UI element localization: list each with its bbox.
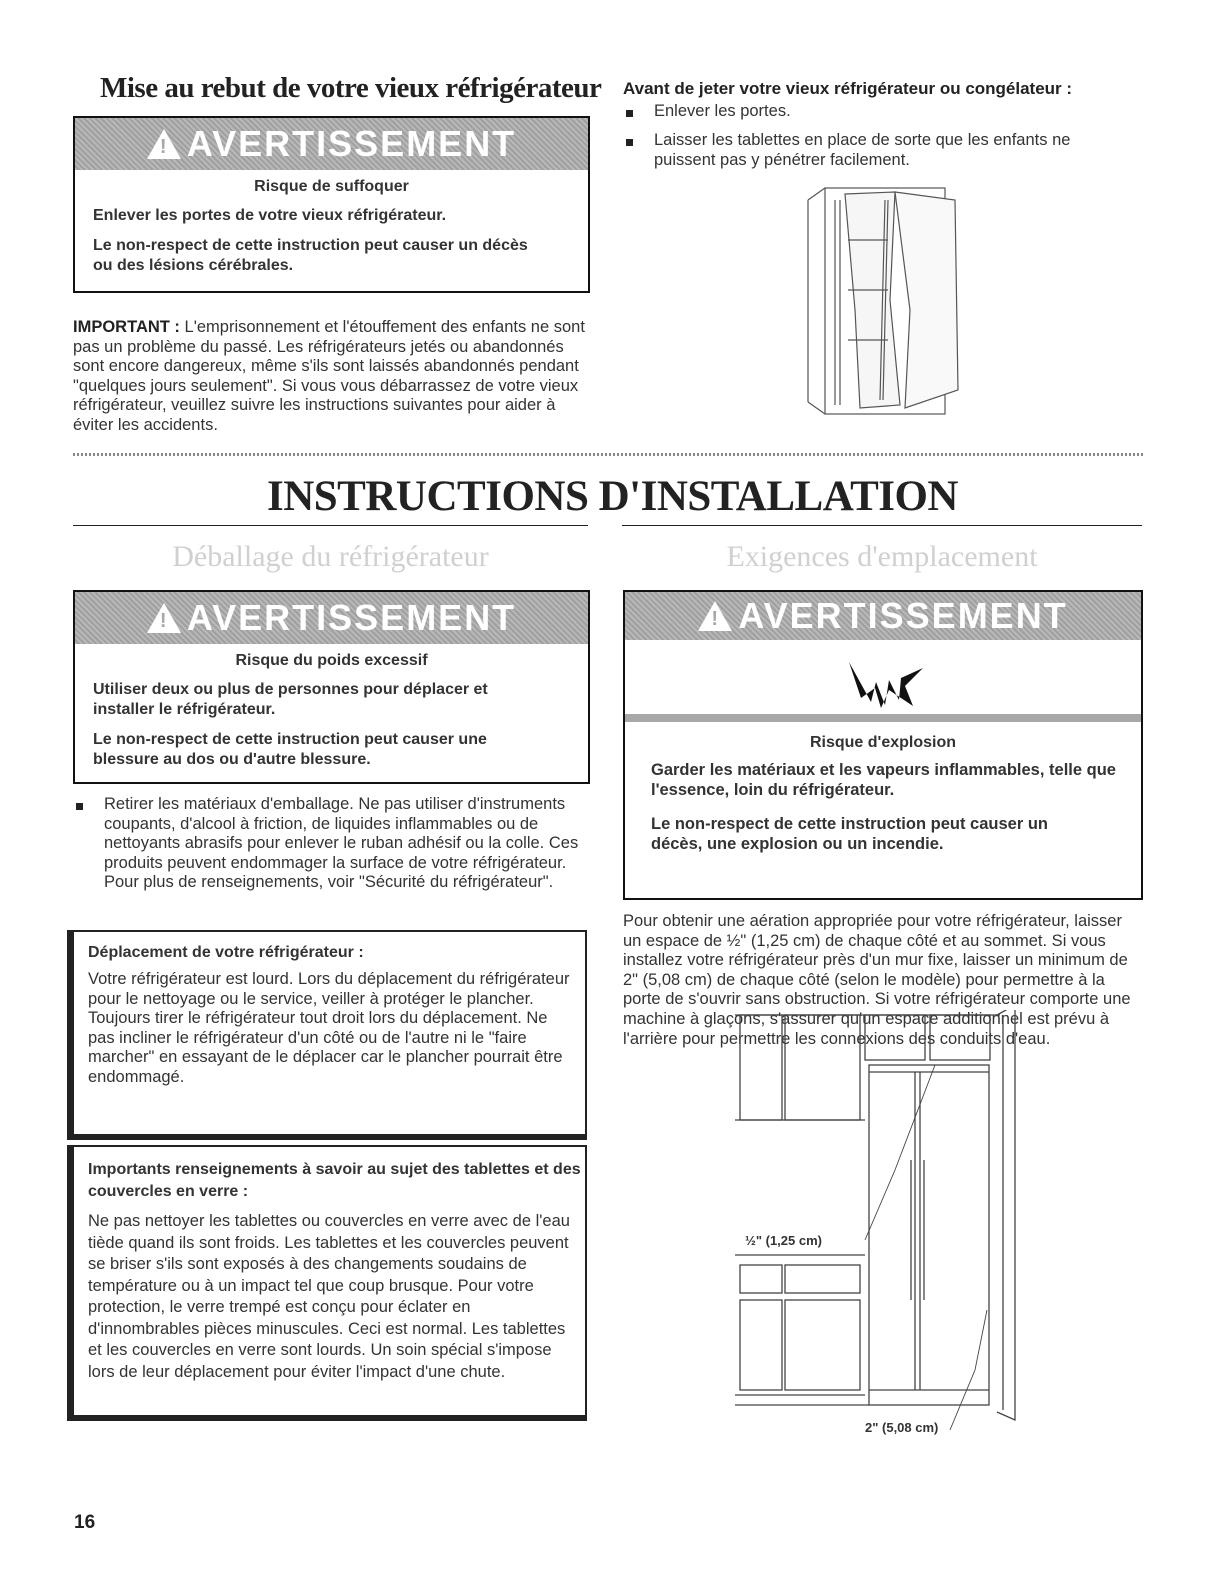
warning-banner-label: AVERTISSEMENT (738, 595, 1068, 636)
important-paragraph (73, 318, 593, 436)
warning-box-suffocation (73, 116, 590, 293)
right-heading-rule (622, 525, 1142, 526)
glass-info-text: Ne pas nettoyer les tablettes ou couvercles en verre avec de l'eau tiède quand ils sont froids. Les tablettes et les couvercles peuvent se briser s'ils sont exposés à des changements soudains de température ou à un impact tel que coup brusque. Pour votre protection, le verre trempé est conçu pour éclater en d'innombrables pièces minuscules. Ceci est normal. Les tablettes et les couvercles en verre sont lourds. Un soin spécial s'impose lors de leur déplacement pour éviter l'impact d'une chute. (88, 1212, 570, 1381)
warning-line-1: Enlever les portes de votre vieux réfrigérateur. (93, 207, 447, 224)
clearance-label-two-inch: 2" (5,08 cm) (865, 1420, 939, 1435)
warning-box-weight (73, 590, 590, 784)
warning-risk: Risque d'explosion (809, 734, 957, 751)
disposal-bullet-2: Laisser les tablettes en place de sorte que les enfants ne puissent pas y pénétrer facilement. (654, 131, 1071, 169)
warning-line-2: Le non-respect de cette instruction peut causer un décès, une explosion ou un incendie. (651, 815, 1048, 853)
warning-line-2: Le non-respect de cette instruction peut causer un décès ou des lésions cérébrales. (93, 237, 528, 274)
warning-triangle-icon (147, 603, 181, 633)
warning-line-1: Garder les matériaux et les vapeurs inflammables, telle que l'essence, loin du réfrigérateur. (651, 761, 1116, 799)
warning-banner-label: AVERTISSEMENT (186, 597, 517, 638)
warning-risk: Risque de suffoquer (254, 178, 409, 195)
page-title: INSTRUCTIONS D'INSTALLATION (266, 473, 958, 520)
moving-info-title: Déplacement de votre réfrigérateur : (88, 944, 364, 961)
left-heading-rule (73, 525, 588, 526)
disposal-title: Mise au rebut de votre vieux réfrigérateur (100, 72, 602, 104)
warning-banner-label: AVERTISSEMENT (186, 123, 517, 164)
warning-box-explosion (623, 590, 1143, 900)
warning-banner (625, 592, 1141, 640)
location-paragraph: Pour obtenir une aération appropriée pour votre réfrigérateur, laisser un espace de ½" (1,25 cm) de chaque côté et au sommet. Si vous installez votre réfrigérateur près d'un mur fixe, laisser un minimum de 2" (5,08 cm) de chaque côté (selon le modèle) pour permettre à la porte de s'ouvrir sans obstruction. Si votre réfrigérateur comporte une machine à glaçons, s'assurer qu'un espace additionnel est prévu à l'arrière pour permettre les connexions des conduits d'eau. (623, 912, 1131, 1048)
explosion-risk-divider (625, 714, 1141, 722)
moving-info-box (67, 930, 587, 1140)
clearance-label-half-inch: ½" (1,25 cm) (745, 1233, 822, 1248)
moving-info-text: Votre réfrigérateur est lourd. Lors du déplacement du réfrigérateur pour le nettoyage ou le service, veiller à protéger le plancher. Toujours tirer le réfrigérateur tout droit lors du déplacement. Ne pas incliner le réfrigérateur d'un côté ou de l'autre ni le "faire marcher" en essayant de le déplacer car le plancher pourrait être endommagé. (88, 970, 570, 1086)
section-divider (73, 453, 1143, 456)
unpacking-heading: Déballage du réfrigérateur (172, 540, 489, 573)
warning-banner (75, 118, 588, 170)
location-heading: Exigences d'emplacement (726, 540, 1038, 573)
important-text: L'emprisonnement et l'étouffement des enfants ne sont pas un problème du passé. Les réfrigérateurs jetés ou abandonnés sont encore dangereux, même s'ils sont laissés abandonnés pendant "quelques jours seulement". Si vous vous débarrassez de votre vieux réfrigérateur, veuillez suivre les instructions suivantes pour aider à éviter les accidents. (73, 318, 585, 434)
warning-line-1: Utiliser deux ou plus de personnes pour déplacer et installer le réfrigérateur. (93, 681, 488, 718)
disposal-bullet-1: Enlever les portes. (654, 102, 791, 120)
clearance-diagram (735, 1010, 1035, 1435)
important-label: IMPORTANT : (73, 318, 180, 336)
warning-line-2: Le non-respect de cette instruction peut causer une blessure au dos ou d'autre blessure. (93, 731, 487, 768)
glass-info-title: Importants renseignements à savoir au sujet des tablettes et des couvercles en verre : (88, 1161, 581, 1200)
glass-info-box (67, 1145, 587, 1421)
warning-banner (75, 592, 588, 644)
warning-risk: Risque du poids excessif (235, 652, 428, 669)
fridge-doors-removed-illustration (800, 180, 970, 420)
bullet-icon (626, 139, 633, 146)
page-number: 16 (74, 1512, 96, 1533)
disposal-heading-right: Avant de jeter votre vieux réfrigérateur ou congélateur : (623, 79, 1073, 98)
bullet-icon (626, 110, 633, 117)
warning-triangle-icon (698, 601, 732, 631)
bullet-icon (76, 803, 83, 810)
unpacking-bullet: Retirer les matériaux d'emballage. Ne pas utiliser d'instruments coupants, d'alcool à friction, de liquides inflammables ou de nettoyants abrasifs pour enlever le ruban adhésif ou la colle. Ces produits peuvent endommager la surface de votre réfrigérateur. Pour plus de renseignements, voir "Sécurité du réfrigérateur". (104, 795, 579, 892)
explosion-icon (841, 650, 931, 710)
warning-triangle-icon (147, 129, 181, 159)
